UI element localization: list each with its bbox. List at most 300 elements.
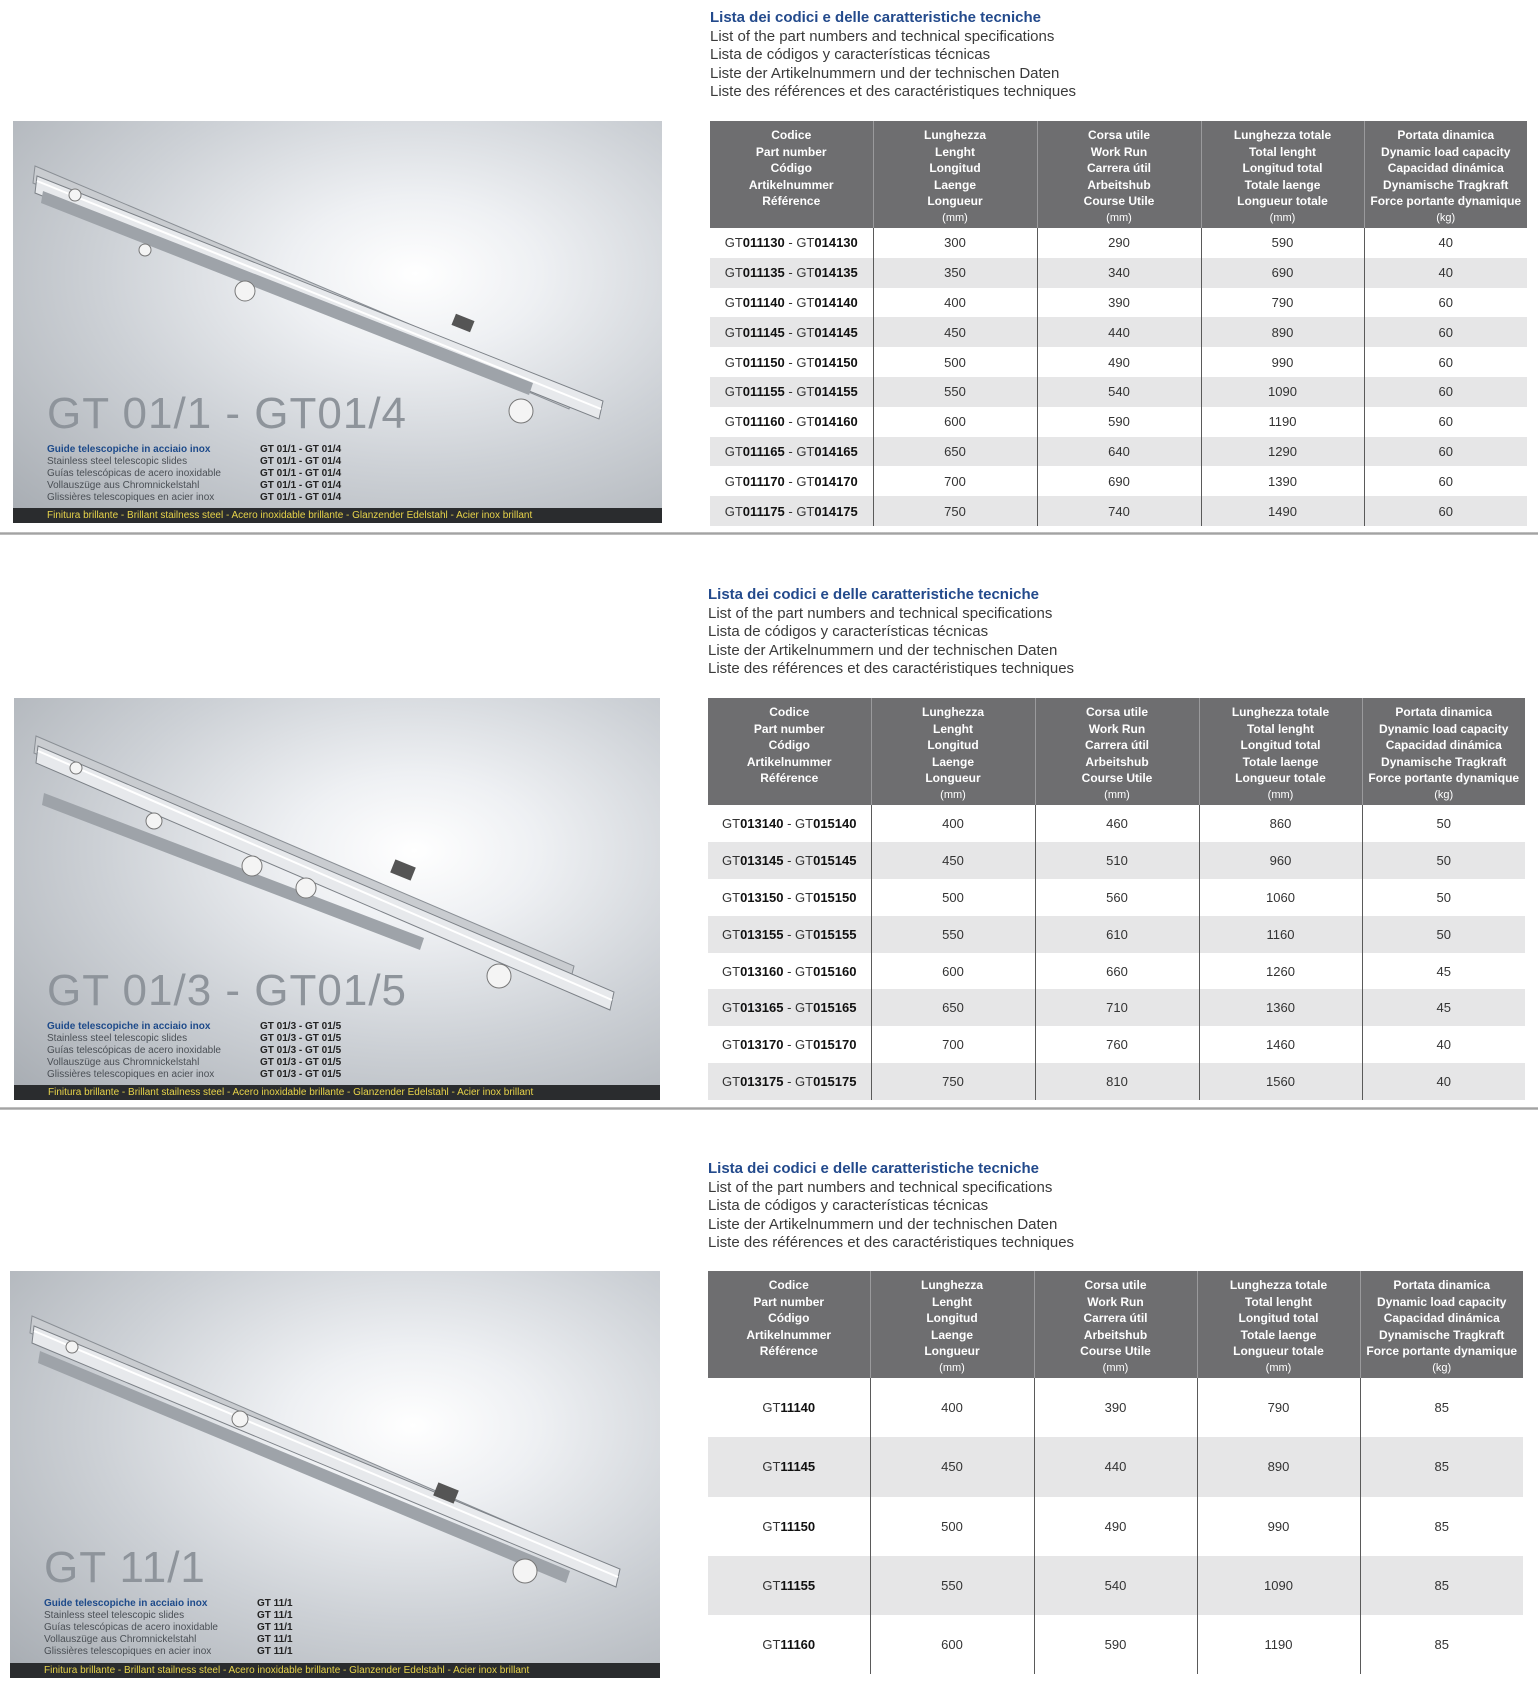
length-cell: 450 [871,842,1035,879]
total-length-cell: 1390 [1201,466,1364,496]
part-number-digits: 014140 [814,294,858,310]
part-number-digits: 013140 [740,815,784,831]
table-row [710,288,1527,318]
header-line: Capacidad dinámica [1387,161,1504,175]
header-unit: (mm) [1269,211,1296,224]
part-number-digits: 015155 [813,926,857,942]
work-run-cell: 540 [1034,1556,1197,1615]
load-capacity-cell: 85 [1360,1437,1523,1496]
part-number-digits: 11140 [780,1400,816,1416]
load-capacity-cell: 85 [1360,1497,1523,1556]
header-line: Longueur totale [1235,771,1326,785]
header-line: Carrera útil [1086,161,1152,175]
part-number-prefix: - [783,889,796,905]
col-code-header [708,698,871,805]
load-capacity-cell: 40 [1364,258,1527,288]
part-number-cell [708,842,871,879]
length-cell: 600 [870,1615,1034,1674]
table-row [710,466,1527,496]
header-line: Work Run [1090,144,1148,159]
work-run-cell: 640 [1037,437,1201,467]
part-number-prefix: GT [762,1459,781,1475]
part-number-prefix: - [784,235,797,251]
part-number-prefix: - [783,1074,796,1090]
header-line: Laenge [931,754,974,769]
header-line: Laenge [933,177,976,192]
finish-footer: Finitura brillante - Brillant stailness steel - Acero inoxidable brillante - Glanzender Edelstahl - Acier inox brillant [14,1085,660,1100]
header-unit: (mm) [942,211,968,224]
part-number-prefix: GT [724,384,743,400]
part-number-digits: 011155 [742,384,785,400]
header-line: Artikelnummer [748,177,834,192]
header-line: Codice [768,1278,809,1292]
table-row [710,377,1527,407]
part-number-prefix: - [784,384,797,400]
part-number-prefix: GT [795,963,814,979]
load-capacity-cell: 45 [1362,953,1525,990]
part-number-prefix: GT [795,852,814,868]
part-number-cell [710,437,873,467]
part-number-digits: 011170 [742,473,785,489]
part-number-digits: 014165 [814,443,858,459]
total-length-cell: 790 [1197,1378,1360,1437]
part-number-prefix: GT [724,414,743,430]
length-cell: 500 [870,1497,1034,1556]
part-number-prefix: GT [724,324,743,340]
header-unit: (mm) [1104,788,1130,801]
part-number-prefix: - [784,294,797,310]
part-number-prefix: GT [724,354,743,370]
length-cell: 450 [873,317,1037,347]
part-number-prefix: GT [724,294,743,310]
total-length-cell: 1090 [1201,377,1364,407]
table-row [710,407,1527,437]
total-length-cell: 1290 [1201,437,1364,467]
header-line: Lenght [932,1294,972,1309]
part-number-digits: 015160 [813,963,857,979]
header-line: Lenght [935,144,975,159]
header-unit: (mm) [1102,1361,1129,1374]
load-capacity-cell: 60 [1364,347,1527,377]
part-number-digits: 015175 [813,1074,857,1090]
part-number-cell [708,989,871,1026]
part-number-prefix: GT [796,473,815,489]
header-line: Longitud total [1242,161,1323,175]
header-unit: (mm) [940,788,966,801]
work-run-cell: 690 [1037,466,1201,496]
total-length-cell: 1260 [1199,953,1362,990]
table-row [710,496,1527,526]
work-run-cell: 540 [1037,377,1201,407]
part-number-prefix: - [783,815,796,831]
part-number-prefix: - [784,503,797,519]
spec-table [708,698,1525,1100]
part-number-prefix: - [784,414,797,430]
finish-footer: Finitura brillante - Brillant stailness steel - Acero inoxidable brillante - Glanzender Edelstahl - Acier inox brillant [10,1663,660,1678]
total-length-cell: 890 [1201,317,1364,347]
work-run-cell: 760 [1035,1026,1199,1063]
part-number-prefix: - [783,1037,796,1053]
product-title: GT 01/3 - GT01/5 [47,966,408,1015]
part-number-digits: 014175 [814,503,858,519]
part-number-cell [708,1497,870,1556]
header-line: Código [768,738,810,752]
header-line: Course Utile [1083,194,1155,208]
header-line: Longueur [925,771,981,785]
col-load-header [1364,121,1527,228]
header-line: Codice [769,705,810,719]
table-row [708,916,1525,953]
part-number-prefix: GT [796,294,815,310]
col-length-header [871,698,1035,805]
work-run-cell: 290 [1037,228,1201,258]
header-line: Dynamic load capacity [1381,144,1511,159]
part-number-cell [708,1378,870,1437]
work-run-cell: 560 [1035,879,1199,916]
part-number-digits: 015150 [813,889,857,905]
work-run-cell: 810 [1035,1063,1199,1100]
header-line: Part number [755,144,827,159]
part-number-digits: 015170 [813,1037,857,1053]
table-row [708,953,1525,990]
total-length-cell: 1160 [1199,916,1362,953]
part-number-prefix: GT [722,852,741,868]
part-number-digits: 011175 [742,503,785,519]
part-number-digits: 013170 [740,1037,784,1053]
header-line: Código [768,1311,810,1325]
part-number-prefix: GT [796,235,815,251]
part-number-digits: 014150 [814,354,858,370]
col-code-header [710,121,873,228]
length-cell: 400 [871,805,1035,842]
part-number-prefix: GT [722,1037,741,1053]
part-number-prefix: GT [796,503,815,519]
part-number-prefix: GT [796,384,815,400]
length-cell: 600 [873,407,1037,437]
part-number-digits: 015165 [813,1000,857,1016]
length-cell: 700 [871,1026,1035,1063]
table-row [708,879,1525,916]
product-model-codes: GT 01/3 - GT 01/5 GT 01/3 - GT 01/5 GT 01/3 - GT 01/5 GT 01/3 - GT 01/5 GT 01/3 - GT 01/5 [260,1021,342,1080]
part-number-digits: 11150 [780,1518,816,1534]
load-capacity-cell: 60 [1364,317,1527,347]
part-number-cell [710,288,873,318]
header-line: Codice [771,128,812,142]
total-length-cell: 1490 [1201,496,1364,526]
product-captions: Guide telescopiche in acciaio inox Stainless steel telescopic slides Guías telescópicas de acero inoxidable Vollauszüge aus Chromnickelstahl Glissières telescopiques en acier inox [47,1021,221,1080]
part-number-digits: 011145 [742,324,785,340]
part-number-prefix: GT [795,1037,814,1053]
part-number-prefix: GT [722,926,741,942]
header-line: Course Utile [1081,771,1153,785]
work-run-cell: 390 [1034,1378,1197,1437]
part-number-digits: 014130 [814,235,858,251]
part-number-prefix: GT [724,473,743,489]
spec-table [710,121,1527,526]
product-title: GT 11/1 [44,1543,206,1592]
part-number-cell [710,496,873,526]
header-line: Arbeitshub [1085,754,1149,769]
part-number-digits: 11160 [780,1637,816,1653]
part-number-prefix: - [783,963,796,979]
header-line: Course Utile [1080,1344,1151,1358]
header-line: Artikelnummer [746,754,832,769]
section-gt11-1 [0,1110,1538,1682]
length-cell: 350 [873,258,1037,288]
part-number-prefix: - [783,1000,796,1016]
header-line: Force portante dynamique [1368,771,1520,785]
part-number-digits: 11155 [780,1578,816,1594]
part-number-prefix: GT [796,265,815,281]
header-line: Lunghezza [922,705,984,719]
part-number-prefix: GT [795,1074,814,1090]
header-line: Lunghezza [924,128,986,142]
header-line: Corsa utile [1085,705,1148,719]
part-number-digits: 014170 [814,473,858,489]
work-run-cell: 440 [1037,317,1201,347]
table-row [710,258,1527,288]
header-line: Longitud total [1240,738,1321,752]
length-cell: 650 [873,437,1037,467]
part-number-digits: 015140 [813,815,857,831]
part-number-prefix: GT [796,354,815,370]
product-model-codes: GT 11/1 GT 11/1 GT 11/1 GT 11/1 GT 11/1 [257,1598,293,1657]
part-number-digits: 013145 [740,852,784,868]
product-captions: Guide telescopiche in acciaio inox Stainless steel telescopic slides Guías telescópicas de acero inoxidable Vollauszüge aus Chromnickelstahl Glissières telescopiques en acier inox [47,444,221,503]
total-length-cell: 790 [1201,288,1364,318]
header-line: Lenght [933,721,973,736]
length-cell: 650 [871,989,1035,1026]
part-number-prefix: GT [762,1518,781,1534]
work-run-cell: 610 [1035,916,1199,953]
part-number-cell [708,953,871,990]
total-length-cell: 990 [1197,1497,1360,1556]
load-capacity-cell: 45 [1362,989,1525,1026]
col-length-header [870,1271,1034,1378]
col-run-header [1035,698,1199,805]
header-line: Carrera útil [1084,738,1150,752]
load-capacity-cell: 50 [1362,916,1525,953]
total-length-cell: 990 [1201,347,1364,377]
part-number-digits: 011135 [742,265,785,281]
header-line: Lunghezza totale [1233,128,1332,142]
load-capacity-cell: 40 [1364,228,1527,258]
work-run-cell: 740 [1037,496,1201,526]
total-length-cell: 860 [1199,805,1362,842]
total-length-cell: 590 [1201,228,1364,258]
part-number-prefix: - [784,354,797,370]
part-number-prefix: - [784,473,797,489]
part-number-digits: 011140 [742,294,785,310]
part-number-cell [708,805,871,842]
length-cell: 300 [873,228,1037,258]
part-number-digits: 013165 [740,1000,784,1016]
table-row [710,317,1527,347]
header-line: Dynamische Tragkraft [1379,1327,1505,1342]
work-run-cell: 340 [1037,258,1201,288]
part-number-cell [710,258,873,288]
col-run-header [1037,121,1201,228]
header-unit: (mm) [939,1361,965,1374]
part-number-cell [708,879,871,916]
header-line: Part number [753,1294,825,1309]
header-line: Référence [759,1344,818,1358]
part-number-prefix: GT [795,889,814,905]
work-run-cell: 390 [1037,288,1201,318]
load-capacity-cell: 50 [1362,879,1525,916]
part-number-digits: 011150 [742,354,785,370]
part-number-digits: 011160 [742,414,785,430]
length-cell: 700 [873,466,1037,496]
load-capacity-cell: 85 [1360,1556,1523,1615]
col-code-header [708,1271,870,1378]
header-line: Dynamic load capacity [1379,721,1509,736]
col-load-header [1362,698,1525,805]
header-line: Portata dinamica [1397,128,1495,142]
part-number-prefix: GT [724,503,743,519]
part-number-prefix: GT [795,926,814,942]
total-length-cell: 1460 [1199,1026,1362,1063]
length-cell: 750 [873,496,1037,526]
length-cell: 550 [870,1556,1034,1615]
part-number-prefix: GT [722,815,741,831]
load-capacity-cell: 60 [1364,496,1527,526]
part-number-prefix: GT [722,889,741,905]
col-total-header [1199,698,1362,805]
length-cell: 500 [873,347,1037,377]
part-number-prefix: - [784,324,797,340]
header-line: Lunghezza totale [1229,1278,1328,1292]
header-line: Total lenght [1248,144,1317,159]
part-number-digits: 11145 [780,1459,816,1475]
finish-footer: Finitura brillante - Brillant stailness steel - Acero inoxidable brillante - Glanzender Edelstahl - Acier inox brillant [13,508,662,523]
section-gt01-3 [0,535,1538,1110]
part-number-prefix: GT [795,815,814,831]
spec-heading: Lista dei codici e delle caratteristiche tecniche List of the part numbers and technical specifications Lista de códigos y características técnicas Liste der Artikelnummern und der technischen Daten Liste des références et des caractéristiques techniques [708,1160,1075,1251]
part-number-digits: 011165 [742,443,785,459]
work-run-cell: 490 [1034,1497,1197,1556]
header-line: Artikelnummer [746,1327,832,1342]
product-title: GT 01/1 - GT01/4 [47,389,408,438]
load-capacity-cell: 60 [1364,377,1527,407]
part-number-digits: 014155 [814,384,858,400]
product-model-codes: GT 01/1 - GT 01/4 GT 01/1 - GT 01/4 GT 01/1 - GT 01/4 GT 01/1 - GT 01/4 GT 01/1 - GT 01/4 [260,444,342,503]
spec-table-header [708,698,1525,805]
spec-table-header [708,1271,1523,1378]
part-number-prefix: GT [722,1000,741,1016]
total-length-cell: 1560 [1199,1063,1362,1100]
load-capacity-cell: 40 [1362,1063,1525,1100]
part-number-prefix: - [784,443,797,459]
header-line: Dynamische Tragkraft [1383,177,1509,192]
header-line: Portata dinamica [1395,705,1493,719]
header-line: Longitud [926,1311,978,1325]
load-capacity-cell: 50 [1362,805,1525,842]
table-row [708,1497,1523,1556]
total-length-cell: 1060 [1199,879,1362,916]
load-capacity-cell: 40 [1362,1026,1525,1063]
part-number-cell [708,1437,870,1496]
part-number-digits: 014160 [814,414,858,430]
header-line: Longueur [924,1344,980,1358]
table-row [708,1556,1523,1615]
header-line: Carrera útil [1083,1311,1148,1325]
header-line: Work Run [1088,721,1146,736]
part-number-cell [710,466,873,496]
total-length-cell: 1090 [1197,1556,1360,1615]
header-line: Laenge [930,1327,973,1342]
total-length-cell: 1190 [1197,1615,1360,1674]
load-capacity-cell: 60 [1364,288,1527,318]
part-number-cell [710,377,873,407]
spec-heading: Lista dei codici e delle caratteristiche tecniche List of the part numbers and technical specifications Lista de códigos y características técnicas Liste der Artikelnummern und der technischen Daten Liste des références et des caractéristiques techniques [708,586,1075,677]
length-cell: 400 [870,1378,1034,1437]
header-line: Arbeitshub [1087,177,1151,192]
product-photo [14,698,660,1100]
header-line: Longueur totale [1237,194,1328,208]
load-capacity-cell: 50 [1362,842,1525,879]
header-line: Total lenght [1244,1294,1313,1309]
header-unit: (mm) [1106,211,1132,224]
header-line: Référence [762,194,821,208]
table-row [710,228,1527,258]
part-number-cell [710,228,873,258]
work-run-cell: 660 [1035,953,1199,990]
spec-table-header [710,121,1527,228]
part-number-prefix: GT [724,265,743,281]
length-cell: 600 [871,953,1035,990]
length-cell: 550 [873,377,1037,407]
part-number-cell [708,1556,870,1615]
part-number-digits: 014135 [814,265,858,281]
length-cell: 400 [873,288,1037,318]
part-number-cell [710,407,873,437]
part-number-digits: 013150 [740,889,784,905]
header-line: Totale laenge [1240,1327,1317,1342]
part-number-prefix: GT [724,235,743,251]
product-photo [13,121,662,523]
part-number-prefix: GT [722,1074,741,1090]
header-unit: (mm) [1267,788,1294,801]
header-line: Código [770,161,812,175]
table-row [708,989,1525,1026]
table-row [708,1063,1525,1100]
product-captions: Guide telescopiche in acciaio inox Stainless steel telescopic slides Guías telescópicas de acero inoxidable Vollauszüge aus Chromnickelstahl Glissières telescopiques en acier inox [44,1598,218,1657]
header-line: Force portante dynamique [1370,194,1522,208]
table-row [708,1615,1523,1674]
part-number-prefix: - [784,265,797,281]
table-row [710,437,1527,467]
col-total-header [1197,1271,1360,1378]
part-number-digits: 013175 [740,1074,784,1090]
part-number-cell [708,1026,871,1063]
part-number-prefix: GT [762,1578,781,1594]
work-run-cell: 460 [1035,805,1199,842]
total-length-cell: 890 [1197,1437,1360,1496]
header-line: Capacidad dinámica [1383,1311,1500,1325]
part-number-prefix: GT [762,1637,781,1653]
part-number-digits: 013160 [740,963,784,979]
work-run-cell: 590 [1034,1615,1197,1674]
work-run-cell: 490 [1037,347,1201,377]
header-line: Totale laenge [1242,754,1319,769]
header-line: Arbeitshub [1083,1327,1148,1342]
header-line: Part number [753,721,825,736]
col-length-header [873,121,1037,228]
part-number-cell [710,347,873,377]
header-line: Longitud total [1238,1311,1319,1325]
part-number-cell [710,317,873,347]
